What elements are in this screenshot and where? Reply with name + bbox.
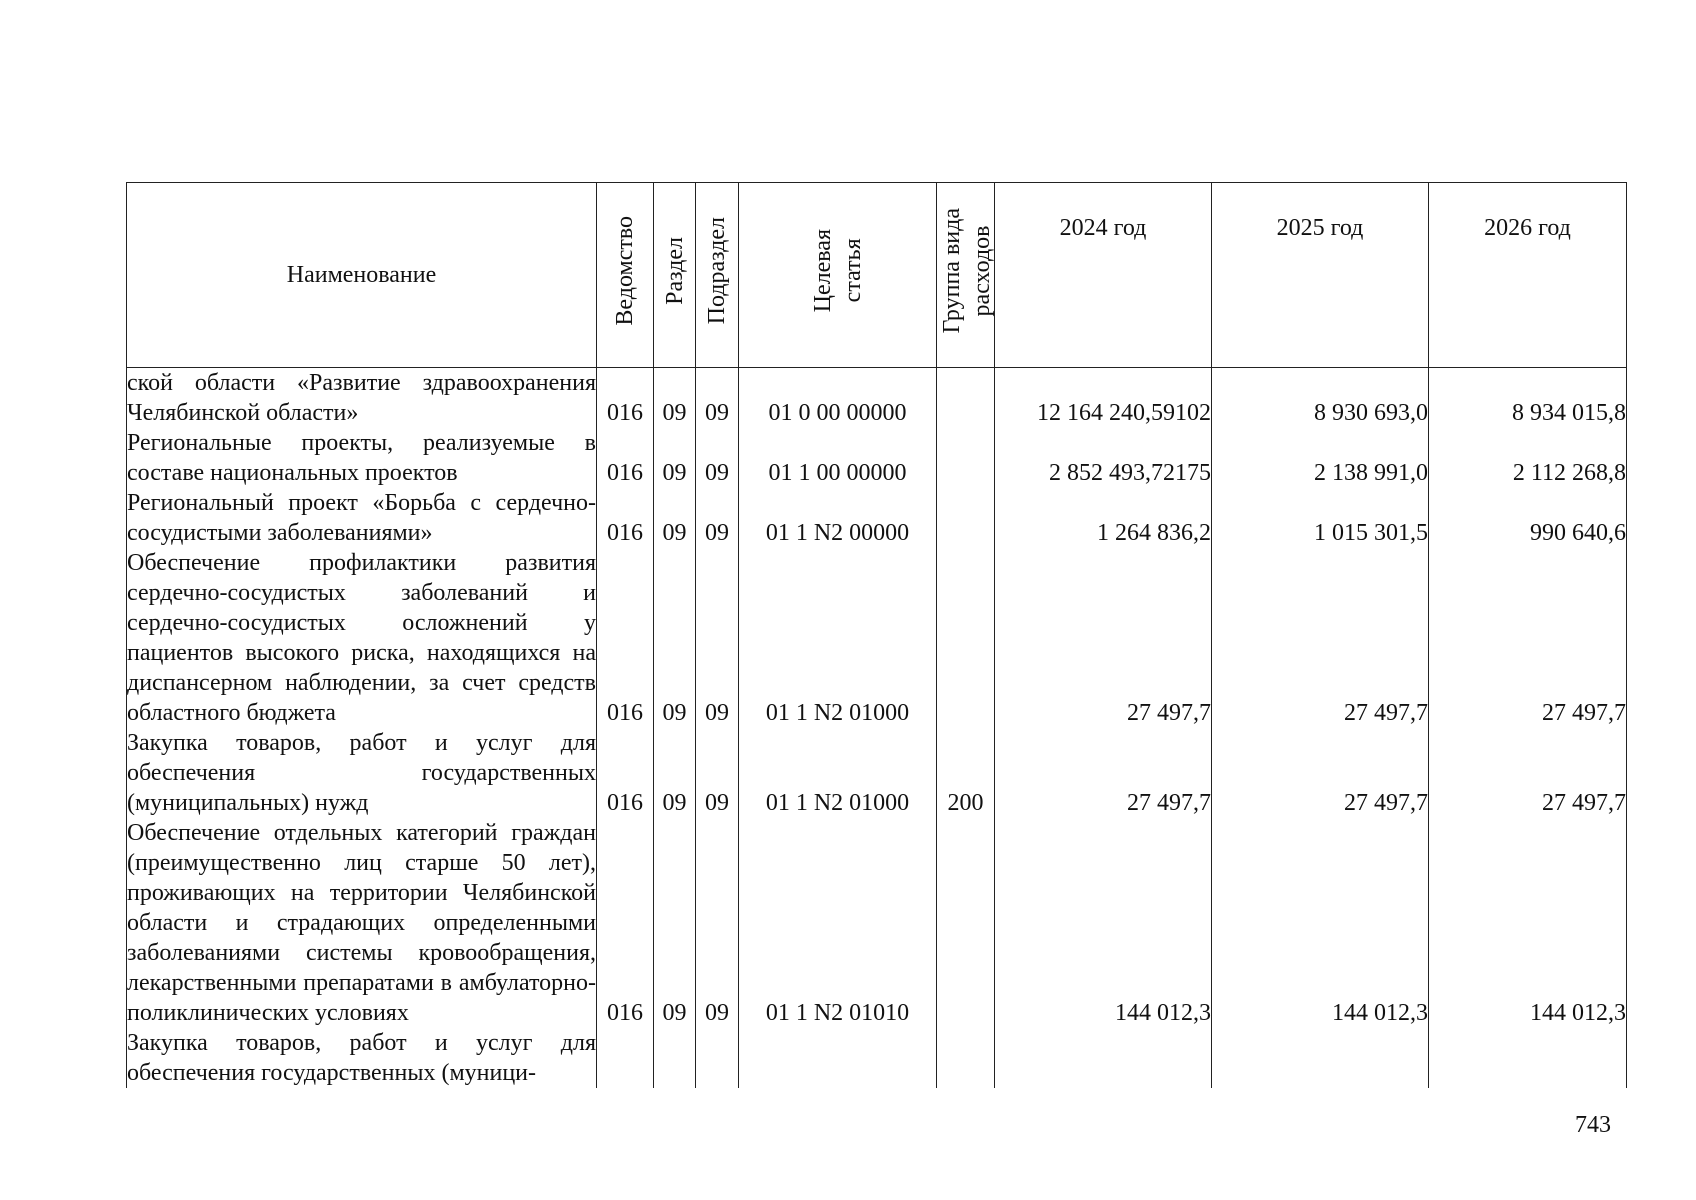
header-name-label: Наименование [286,262,437,288]
table-row [127,1028,1627,1088]
row-subsection: 09 [696,728,739,818]
row-expense-group: 200 [937,728,995,818]
table-row [127,428,1627,488]
page-number: 743 [1575,1112,1611,1138]
row-subsection: 09 [696,368,739,429]
header-expense-group-label [937,208,997,333]
row-section: 09 [654,428,696,488]
row-subsection: 09 [696,488,739,548]
row-name: Обеспечение профилактики развития сердечно-сосудистых заболеваний и сердечно-сосудистых осложнений у пациентов высокого риска, находящихся на диспансерном наблюдении, за счет средств областного бюджета [127,550,596,726]
row-amount-2024: 27 497,7 [995,548,1212,728]
row-amount-2026: 990 640,6 [1429,488,1627,548]
row-amount-2026: 8 934 015,8 [1429,368,1627,429]
header-2025-label: 2025 год [1276,215,1364,241]
header-2026-label: 2026 год [1484,215,1571,241]
row-amount-2026: 2 112 268,8 [1429,428,1627,488]
header-subsection [696,183,739,368]
row-target-article: 01 1 N2 01010 [739,818,937,1028]
header-section-label: Раздел [661,237,688,305]
row-name: ской области «Развитие здравоохранения Челябинской области» [127,368,597,429]
header-department [597,183,654,368]
row-name: Закупка товаров, работ и услуг для обеспечения государственных (муници- [127,1030,596,1086]
row-department: 016 [597,728,654,818]
header-target-article-line2: статья [839,239,866,303]
budget-table [126,182,1627,1088]
row-subsection: 09 [696,548,739,728]
table-row [127,488,1627,548]
row-section: 09 [654,488,696,548]
row-expense-group [937,818,995,1028]
row-amount-2025: 1 015 301,5 [1212,488,1429,548]
row-expense-group [937,368,995,429]
header-section [654,183,696,368]
header-subsection-label: Подраздел [704,217,730,325]
row-target-article: 01 1 00 00000 [739,428,937,488]
row-subsection [696,1028,739,1088]
row-department: 016 [597,548,654,728]
row-expense-group [937,1028,995,1088]
header-department-label: Ведомство [612,216,638,326]
header-expense-group-line1: Группа вида [939,208,965,334]
header-name [127,183,597,368]
row-section [654,1028,696,1088]
row-name: Региональные проекты, реализуемые в составе национальных проектов [127,430,596,486]
row-amount-2026: 144 012,3 [1429,818,1627,1028]
row-target-article: 01 1 N2 01000 [739,728,937,818]
table-row [127,548,1627,728]
row-section: 09 [654,548,696,728]
header-expense-group-line2: расходов [969,225,995,317]
row-department [597,1028,654,1088]
row-name: Обеспечение отдельных категорий граждан (преимущественно лиц старше 50 лет), проживающих на территории Челябинской области и страдающих определенными заболеваниями системы кровообращения, лекарственными препаратами в амбулаторно-поликлинических условиях [127,820,596,1026]
header-target-article-line1: Целевая [809,229,836,313]
row-amount-2024: 27 497,7 [995,728,1212,818]
row-name: Региональный проект «Борьба с сердечно-сосудистыми заболеваниями» [127,490,596,546]
header-row [127,183,1627,368]
header-2026 [1429,183,1627,368]
row-department: 016 [597,428,654,488]
row-expense-group [937,548,995,728]
table-row [127,728,1627,818]
row-amount-2025: 8 930 693,0 [1212,368,1429,429]
row-department: 016 [597,488,654,548]
row-subsection: 09 [696,428,739,488]
row-amount-2024 [995,1028,1212,1088]
row-amount-2026 [1429,1028,1627,1088]
row-section: 09 [654,728,696,818]
row-target-article: 01 0 00 00000 [739,368,937,429]
row-target-article: 01 1 N2 00000 [739,488,937,548]
row-amount-2025: 2 138 991,0 [1212,428,1429,488]
row-expense-group [937,428,995,488]
row-target-article: 01 1 N2 01000 [739,548,937,728]
row-section: 09 [654,818,696,1028]
row-name: Закупка товаров, работ и услуг для обеспечения государственных (муниципальных) нужд [127,730,596,816]
table-row [127,368,1627,429]
row-amount-2025: 27 497,7 [1212,728,1429,818]
row-subsection: 09 [696,818,739,1028]
header-2025 [1212,183,1429,368]
header-2024 [995,183,1212,368]
row-amount-2024: 144 012,3 [995,818,1212,1028]
row-amount-2024: 2 852 493,72175 [995,428,1212,488]
row-amount-2026: 27 497,7 [1429,548,1627,728]
row-amount-2025: 27 497,7 [1212,548,1429,728]
header-2024-label: 2024 год [1059,215,1147,241]
row-expense-group [937,488,995,548]
row-amount-2026: 27 497,7 [1429,728,1627,818]
table-row [127,818,1627,1028]
row-department: 016 [597,368,654,429]
header-expense-group [937,183,995,368]
header-target-article [739,183,937,368]
row-section: 09 [654,368,696,429]
row-target-article [739,1028,937,1088]
row-amount-2024: 1 264 836,2 [995,488,1212,548]
row-amount-2025: 144 012,3 [1212,818,1429,1028]
row-amount-2025 [1212,1028,1429,1088]
header-target-article-label [808,229,868,312]
row-amount-2024: 12 164 240,59102 [995,368,1212,429]
row-department: 016 [597,818,654,1028]
